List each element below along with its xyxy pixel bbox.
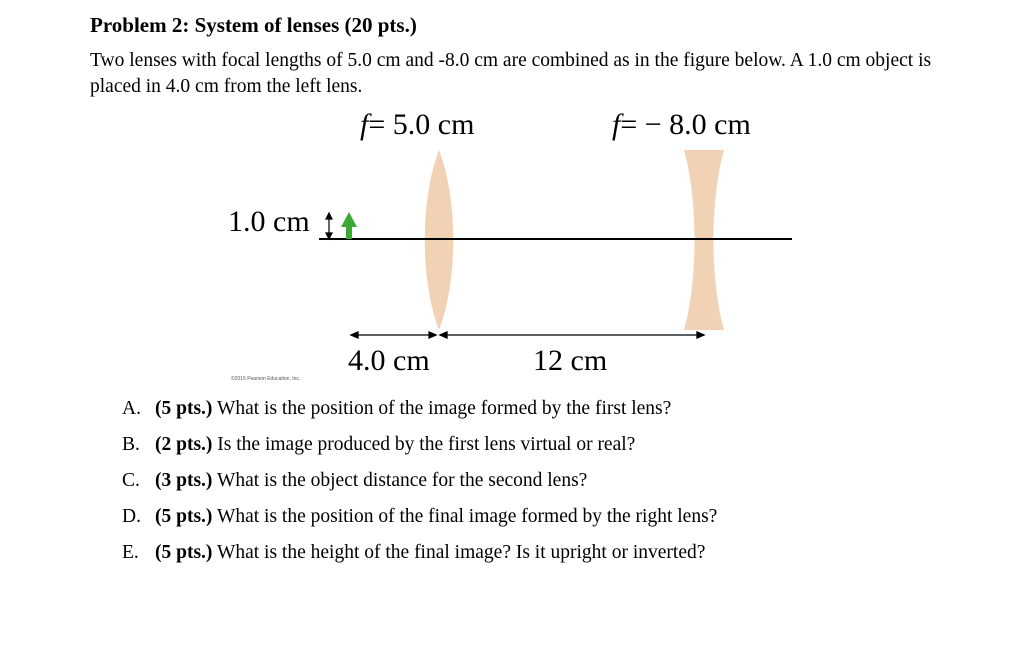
focal-symbol: f bbox=[360, 108, 369, 141]
question-item bbox=[122, 504, 717, 540]
question-letter: D. bbox=[122, 506, 141, 527]
question-letter: A. bbox=[122, 398, 141, 419]
question-list bbox=[122, 396, 717, 576]
question-points: (5 pts.) bbox=[155, 506, 213, 527]
focal-symbol: f bbox=[612, 108, 621, 141]
question-item bbox=[122, 540, 717, 576]
problem-title: Problem 2: System of lenses (20 pts.) bbox=[90, 13, 417, 37]
question-text: What is the position of the image formed by the first lens? bbox=[216, 398, 672, 419]
right-lens-focal-label bbox=[612, 108, 751, 142]
focal-value: = 5.0 cm bbox=[368, 108, 475, 141]
left-lens-focal-label bbox=[360, 108, 474, 142]
question-item bbox=[122, 468, 717, 504]
question-points: (5 pts.) bbox=[155, 398, 213, 419]
focal-value: = − 8.0 cm bbox=[620, 108, 751, 141]
height-marker-icon bbox=[326, 213, 332, 239]
question-points: (5 pts.) bbox=[155, 542, 213, 563]
question-text: What is the height of the final image? Is it upright or inverted? bbox=[216, 542, 706, 563]
question-letter: E. bbox=[122, 542, 139, 563]
question-points: (2 pts.) bbox=[155, 434, 213, 455]
question-item bbox=[122, 432, 717, 468]
question-letter: B. bbox=[122, 434, 140, 455]
question-text: Is the image produced by the first lens virtual or real? bbox=[217, 434, 636, 455]
question-letter: C. bbox=[122, 470, 140, 491]
distance-arrows bbox=[351, 332, 704, 338]
distance-label-12cm: 12 cm bbox=[533, 344, 608, 377]
copyright-notice: ©2015 Pearson Education, Inc. bbox=[231, 376, 301, 382]
object-height-label: 1.0 cm bbox=[228, 205, 310, 238]
question-text: What is the object distance for the second lens? bbox=[216, 470, 588, 491]
question-item bbox=[122, 396, 717, 432]
question-points: (3 pts.) bbox=[155, 470, 213, 491]
problem-description: Two lenses with focal lengths of 5.0 cm and -8.0 cm are combined as in the figure below. A 1.0 cm object is placed in 4.0 cm from the left lens. bbox=[90, 50, 932, 97]
question-text: What is the position of the final image formed by the right lens? bbox=[216, 506, 718, 527]
distance-label-4cm: 4.0 cm bbox=[348, 344, 430, 377]
object-arrow-icon bbox=[341, 212, 357, 239]
